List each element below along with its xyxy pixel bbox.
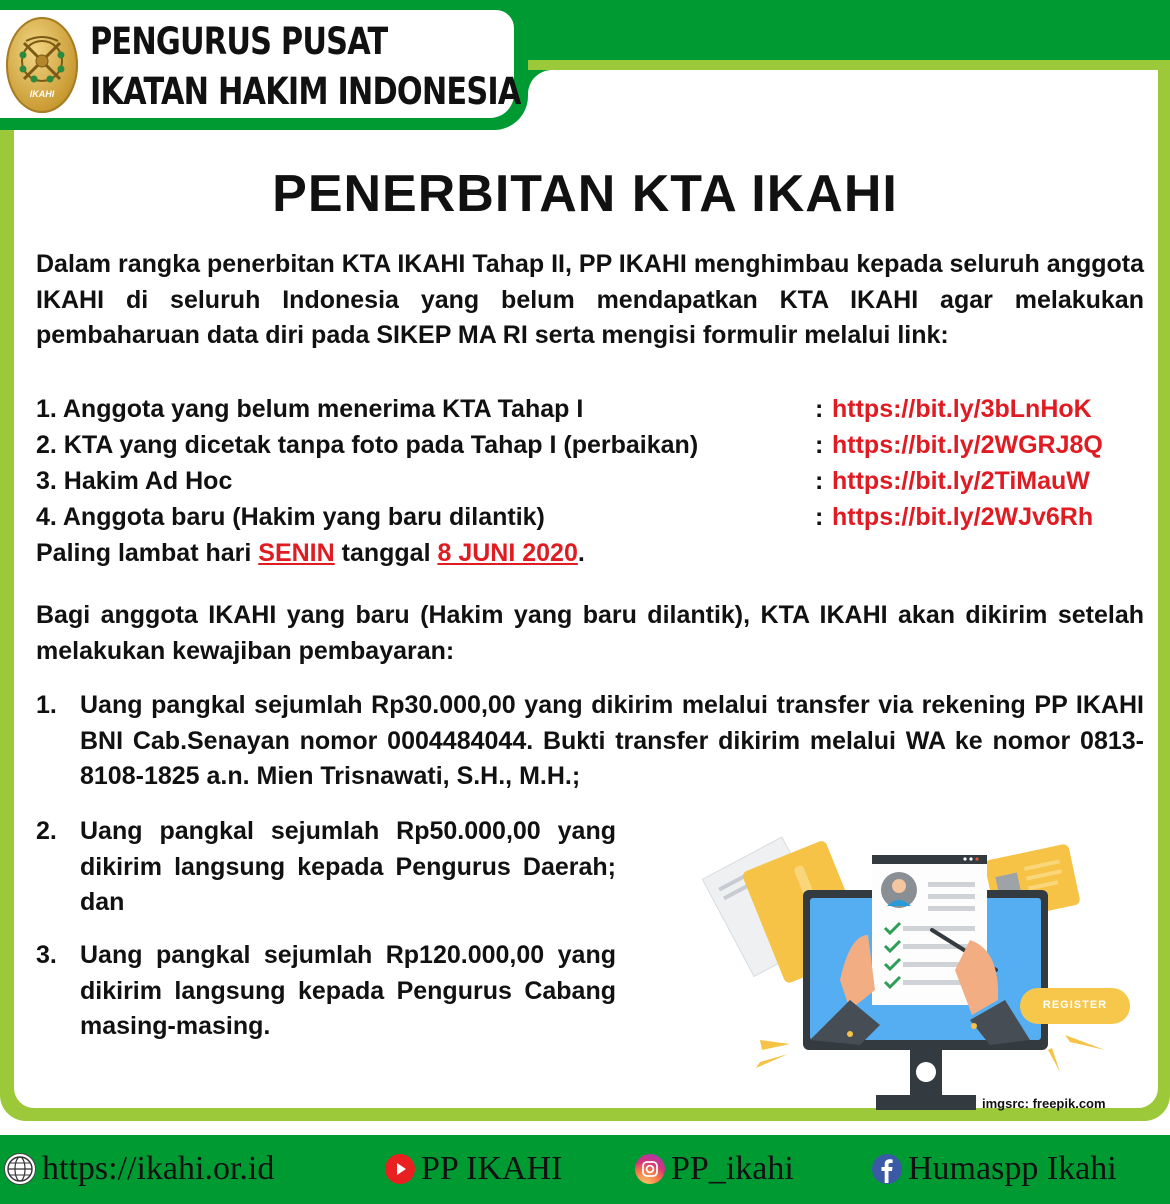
footer-instagram[interactable] bbox=[635, 1150, 794, 1188]
org-name-line2: IKATAN HAKIM INDONESIA bbox=[90, 70, 521, 113]
ikahi-emblem-icon bbox=[6, 17, 78, 113]
payment-item-3 bbox=[36, 938, 616, 1048]
globe-icon bbox=[4, 1153, 36, 1185]
registration-illustration bbox=[700, 810, 1170, 1110]
payment-item-1 bbox=[36, 688, 1144, 798]
footer-facebook[interactable] bbox=[872, 1150, 1117, 1188]
link-label-3: 3. Hakim Ad Hoc bbox=[36, 467, 233, 495]
footer-website-label: https://ikahi.or.id bbox=[42, 1150, 275, 1187]
payment-text: Uang pangkal sejumlah Rp30.000,00 yang dikirim melalui transfer via rekening PP IKAHI BNI Cab.Senayan nomor 0004484044. Bukti transfer dikirim melalui WA ke nomor 0813-8108-1825 a.n. Mien Trisnawati, S.H., M.H.; bbox=[80, 691, 1144, 790]
register-button-label: REGISTER bbox=[1042, 999, 1108, 1011]
link-separator: : bbox=[815, 395, 824, 423]
link-url-1[interactable]: https://bit.ly/3bLnHoK bbox=[832, 395, 1092, 423]
link-separator: : bbox=[815, 503, 824, 531]
payment-number: 1. bbox=[36, 691, 57, 719]
image-credit: imgsrc: freepik.com bbox=[982, 1096, 1106, 1111]
footer-youtube[interactable] bbox=[385, 1150, 562, 1188]
org-name-line1: PENGURUS PUSAT bbox=[90, 20, 388, 63]
payment-item-2 bbox=[36, 814, 616, 924]
page-title: PENERBITAN KTA IKAHI bbox=[272, 165, 898, 223]
instagram-icon bbox=[635, 1154, 665, 1184]
link-label-2: 2. KTA yang dicetak tanpa foto pada Tahap I (perbaikan) bbox=[36, 431, 699, 459]
link-separator: : bbox=[815, 431, 824, 459]
link-separator: : bbox=[815, 467, 824, 495]
deadline-suffix: . bbox=[577, 539, 585, 567]
footer-facebook-label: Humaspp Ikahi bbox=[908, 1150, 1117, 1187]
link-url-2[interactable]: https://bit.ly/2WGRJ8Q bbox=[832, 431, 1103, 459]
logo-text: IKAHI bbox=[29, 89, 55, 99]
intro-paragraph: Dalam rangka penerbitan KTA IKAHI Tahap II, PP IKAHI menghimbau kepada seluruh anggota IKAHI di seluruh Indonesia yang belum mendapatkan KTA IKAHI agar melakukan pembaharuan data diri pada SIKEP MA RI serta mengisi formulir melalui link: bbox=[36, 250, 1144, 349]
facebook-icon bbox=[872, 1154, 902, 1184]
deadline-day: SENIN bbox=[258, 539, 335, 567]
footer-instagram-label: PP_ikahi bbox=[671, 1150, 794, 1187]
deadline-line bbox=[36, 536, 585, 571]
link-url-3[interactable]: https://bit.ly/2TiMauW bbox=[832, 467, 1090, 495]
link-label-1: 1. Anggota yang belum menerima KTA Tahap I bbox=[36, 395, 584, 423]
link-label-4: 4. Anggota baru (Hakim yang baru dilantik) bbox=[36, 503, 545, 531]
payment-text: Uang pangkal sejumlah Rp120.000,00 yang dikirim langsung kepada Pengurus Cabang masing-masing. bbox=[80, 941, 616, 1040]
footer-website[interactable] bbox=[4, 1150, 274, 1188]
payment-intro: Bagi anggota IKAHI yang baru (Hakim yang baru dilantik), KTA IKAHI akan dikirim setelah melakukan kewajiban pembayaran: bbox=[36, 601, 1144, 665]
payment-number: 3. bbox=[36, 941, 57, 969]
deadline-prefix: Paling lambat hari bbox=[36, 539, 259, 567]
footer-youtube-label: PP IKAHI bbox=[421, 1150, 563, 1187]
deadline-middle: tanggal bbox=[334, 539, 438, 567]
link-url-4[interactable]: https://bit.ly/2WJv6Rh bbox=[832, 503, 1094, 531]
deadline-date: 8 JUNI 2020 bbox=[437, 539, 578, 567]
payment-number: 2. bbox=[36, 817, 57, 845]
payment-text: Uang pangkal sejumlah Rp50.000,00 yang dikirim langsung kepada Pengurus Daerah; dan bbox=[80, 817, 616, 916]
youtube-icon bbox=[385, 1154, 415, 1184]
